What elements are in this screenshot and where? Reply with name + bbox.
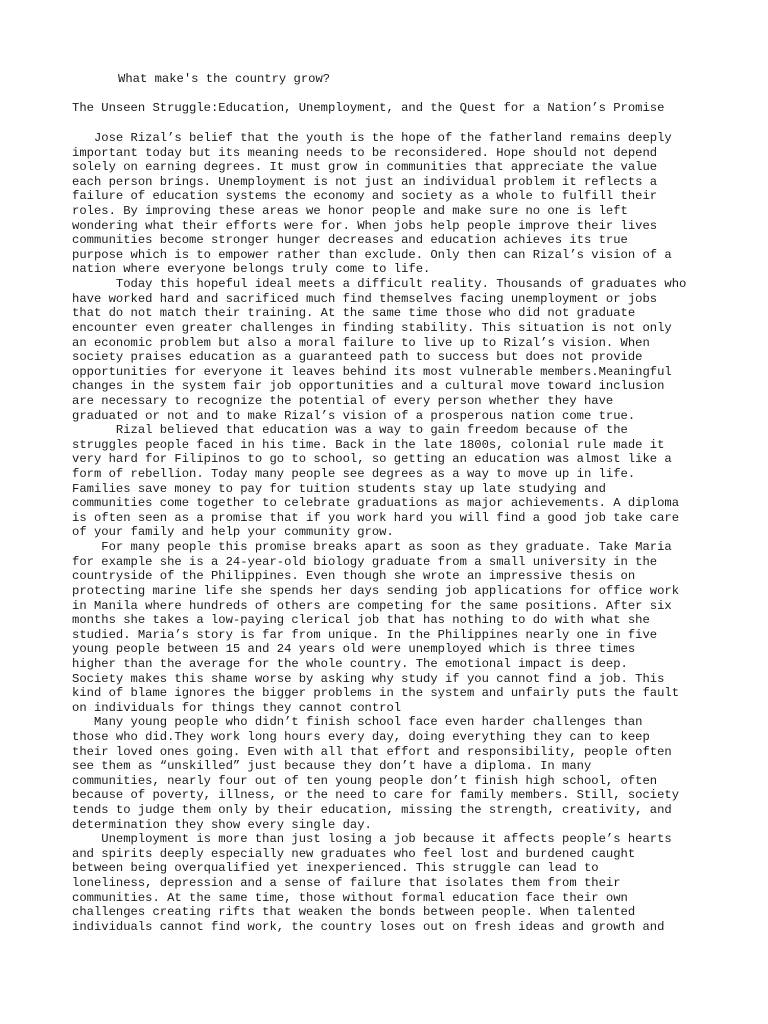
document-body: [72, 131, 712, 935]
body-line: determination they show every single day.: [72, 817, 372, 832]
body-line: communities come together to celebrate graduations as major achievements. A diploma: [72, 496, 680, 511]
body-line: for example she is a 24-year-old biology graduate from a small university in the: [72, 554, 658, 569]
body-line: communities, nearly four out of ten young people don’t finish high school, often: [72, 773, 658, 788]
body-line: challenges creating rifts that weaken the bonds between people. When talented: [72, 905, 636, 920]
body-line: wondering what their efforts were for. When jobs help people improve their lives: [72, 218, 658, 233]
body-line: communities. At the same time, those without formal education face their own: [72, 890, 628, 905]
body-line: have worked hard and sacrificed much find themselves facing unemployment or jobs: [72, 291, 658, 306]
body-line: tends to judge them only by their education, missing the strength, creativity, and: [72, 803, 672, 818]
body-line: very hard for Filipinos to go to school, so getting an education was almost like a: [72, 452, 672, 467]
body-line: Society makes this shame worse by asking why study if you cannot find a job. This: [72, 671, 665, 686]
body-line: that do not match their training. At the same time those who did not graduate: [72, 306, 636, 321]
body-line: higher than the average for the whole country. The emotional impact is deep.: [72, 656, 628, 671]
body-line: Rizal believed that education was a way to gain freedom because of the: [72, 423, 628, 438]
body-line: Unemployment is more than just losing a job because it affects people’s hearts: [72, 832, 672, 847]
body-line: Many young people who didn’t finish school face even harder challenges than: [72, 715, 643, 730]
body-line: in Manila where hundreds of others are competing for the same positions. After six: [72, 598, 672, 613]
body-line: of your family and help your community grow.: [72, 525, 394, 540]
body-line: young people between 15 and 24 years old were unemployed which is three times: [72, 642, 636, 657]
body-line: each person brings. Unemployment is not just an individual problem it reflects a: [72, 174, 658, 189]
body-line: Today this hopeful ideal meets a difficult reality. Thousands of graduates who: [72, 277, 687, 292]
body-line: purpose which is to empower rather than exclude. Only then can Rizal’s vision of a: [72, 247, 672, 262]
body-line: struggles people faced in his time. Back in the late 1800s, colonial rule made it: [72, 437, 665, 452]
body-line: kind of blame ignores the bigger problems in the system and unfairly puts the fault: [72, 686, 680, 701]
body-line: Families save money to pay for tuition students stay up late studying and: [72, 481, 606, 496]
body-line: form of rebellion. Today many people see degrees as a way to move up in life.: [72, 467, 636, 482]
body-line: are necessary to recognize the potential of every person whether they have: [72, 393, 614, 408]
body-line: months she takes a low-paying clerical job that has nothing to do with what she: [72, 613, 650, 628]
body-line: see them as “unskilled” just because they don’t have a diploma. In many: [72, 759, 592, 774]
body-line: opportunities for everyone it leaves behind its most vulnerable members.Meaningful: [72, 364, 672, 379]
body-line: encounter even greater challenges in finding stability. This situation is not only: [72, 320, 672, 335]
body-line: those who did.They work long hours every day, doing everything they can to keep: [72, 729, 650, 744]
body-line: failure of education systems the economy and society as a whole to fulfill their: [72, 189, 658, 204]
body-line: on individuals for things they cannot control: [72, 700, 402, 715]
body-line: important today but its meaning needs to be reconsidered. Hope should not depend: [72, 145, 658, 160]
body-line: an economic problem but also a moral failure to live up to Rizal’s vision. When: [72, 335, 650, 350]
body-line: loneliness, depression and a sense of failure that isolates them from their: [72, 876, 621, 891]
body-line: between being overqualified yet inexperienced. This struggle can lead to: [72, 861, 599, 876]
body-line: countryside of the Philippines. Even though she wrote an impressive thesis on: [72, 569, 636, 584]
body-line: is often seen as a promise that if you work hard you will find a good job take care: [72, 510, 680, 525]
body-line: changes in the system fair job opportunities and a cultural move toward inclusion: [72, 379, 665, 394]
body-line: society praises education as a guaranteed path to success but does not provide: [72, 350, 643, 365]
body-line: individuals cannot find work, the country loses out on fresh ideas and growth and: [72, 919, 665, 934]
body-line: solely on earning degrees. It must grow in communities that appreciate the value: [72, 160, 658, 175]
body-line: protecting marine life she spends her days sending job applications for office work: [72, 583, 680, 598]
body-line: roles. By improving these areas we honor people and make sure no one is left: [72, 204, 628, 219]
body-line: For many people this promise breaks apart as soon as they graduate. Take Maria: [72, 540, 672, 555]
document-heading: What make's the country grow?: [118, 72, 331, 86]
body-line: nation where everyone belongs truly come to life.: [72, 262, 431, 277]
body-line: and spirits deeply especially new graduates who feel lost and burdened caught: [72, 846, 636, 861]
body-line: Jose Rizal’s belief that the youth is the hope of the fatherland remains deeply: [72, 131, 672, 145]
body-line: studied. Maria’s story is far from unique. In the Philippines nearly one in five: [72, 627, 658, 642]
document-title: The Unseen Struggle:Education, Unemployment, and the Quest for a Nation’s Promise: [72, 101, 665, 115]
body-line: graduated or not and to make Rizal’s vision of a prosperous nation come true.: [72, 408, 636, 423]
body-line: their loved ones going. Even with all that effort and responsibility, people often: [72, 744, 672, 759]
body-line: communities become stronger hunger decreases and education achieves its true: [72, 233, 628, 248]
body-line: because of poverty, illness, or the need to care for family members. Still, society: [72, 788, 680, 803]
